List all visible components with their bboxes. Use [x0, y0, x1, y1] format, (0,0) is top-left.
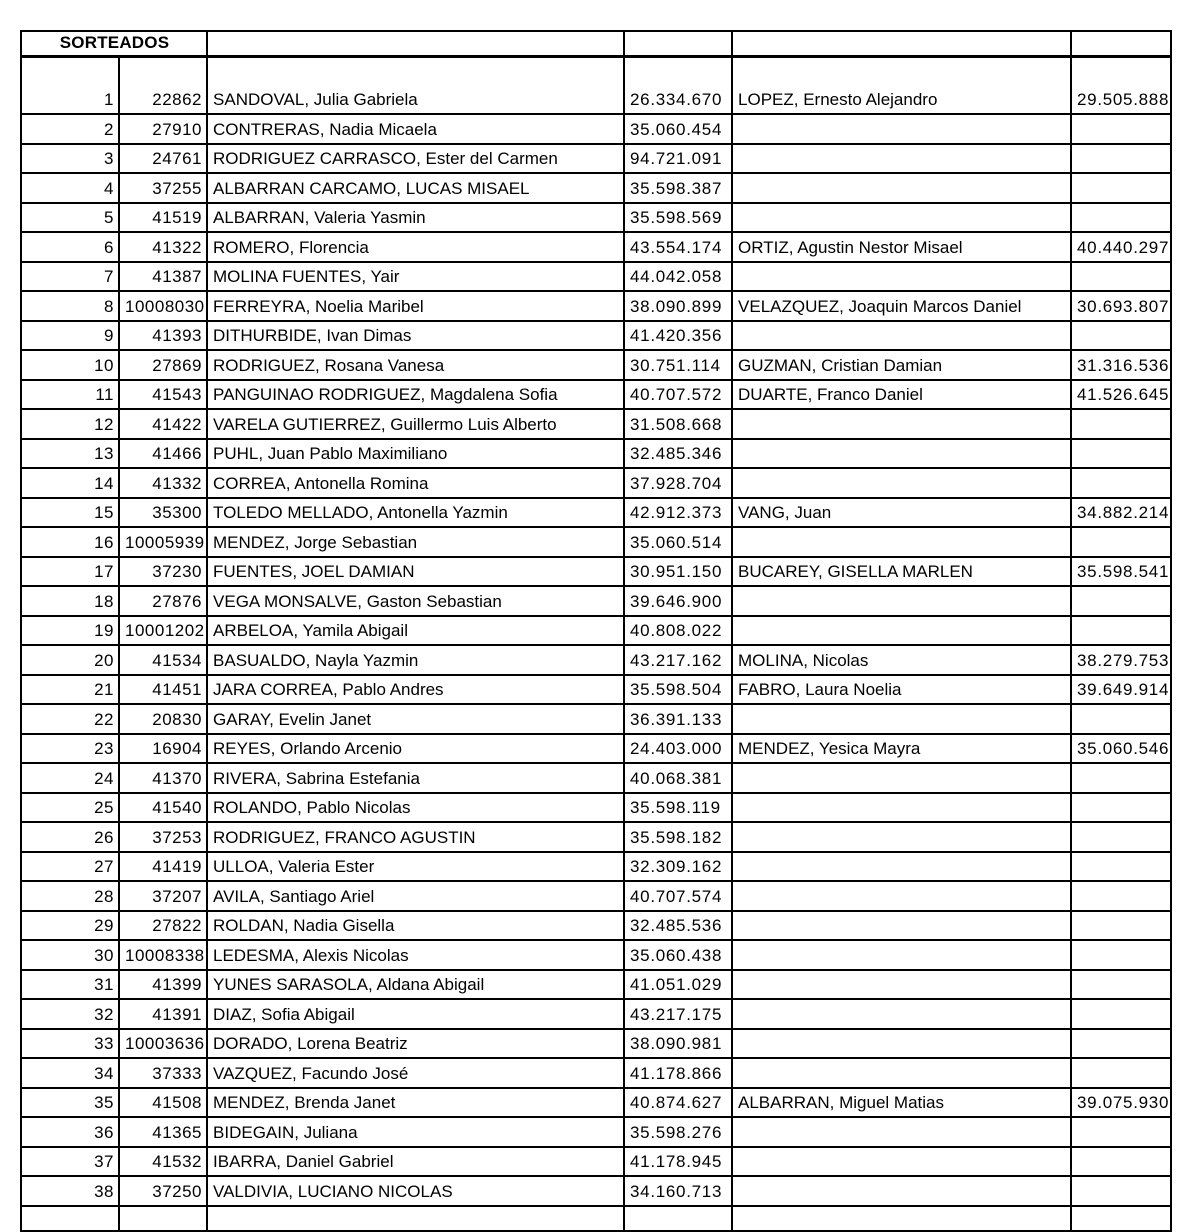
cell-winner-name: ROLANDO, Pablo Nicolas	[207, 793, 624, 823]
cell-second-name	[732, 1176, 1071, 1206]
cell-winner-name: DITHURBIDE, Ivan Dimas	[207, 321, 624, 351]
cell-winner-dni: 35.060.454	[624, 114, 732, 144]
cell-second-dni	[1071, 1176, 1171, 1206]
table-row	[21, 763, 1171, 793]
cell-row-number: 14	[21, 468, 119, 498]
table-row	[21, 57, 1171, 115]
cell-second-name: DUARTE, Franco Daniel	[732, 380, 1071, 410]
cell-second-dni	[1071, 1147, 1171, 1177]
cell-winner-dni: 35.598.569	[624, 203, 732, 233]
cell-credential-id: 41540	[119, 793, 207, 823]
cell-second-name	[732, 173, 1071, 203]
cell-winner-dni: 41.178.945	[624, 1147, 732, 1177]
cell-winner-dni: 30.751.114	[624, 350, 732, 380]
cell-winner-dni: 43.217.175	[624, 999, 732, 1029]
table-row	[21, 468, 1171, 498]
cell-row-number: 6	[21, 232, 119, 262]
table-row	[21, 144, 1171, 174]
table-row-cutoff	[21, 1206, 1171, 1231]
cell-row-number: 19	[21, 616, 119, 646]
cell-second-dni: 35.598.541	[1071, 557, 1171, 587]
cell-winner-dni: 40.707.574	[624, 881, 732, 911]
header-spacer-cell	[624, 31, 732, 57]
cell-second-name: ORTIZ, Agustin Nestor Misael	[732, 232, 1071, 262]
cell-row-number: 31	[21, 970, 119, 1000]
table-row	[21, 1058, 1171, 1088]
cell-winner-name: VAZQUEZ, Facundo José	[207, 1058, 624, 1088]
cell-winner-name: CONTRERAS, Nadia Micaela	[207, 114, 624, 144]
cell-second-dni: 30.693.807	[1071, 291, 1171, 321]
cell-second-dni	[1071, 1058, 1171, 1088]
cell-second-name	[732, 262, 1071, 292]
cell-second-name	[732, 911, 1071, 941]
cell-winner-name: ROLDAN, Nadia Gisella	[207, 911, 624, 941]
cell-row-number: 37	[21, 1147, 119, 1177]
cell-row-number: 4	[21, 173, 119, 203]
cell-credential-id: 41532	[119, 1147, 207, 1177]
cell-row-number: 10	[21, 350, 119, 380]
cell-second-dni	[1071, 203, 1171, 233]
cell-second-name	[732, 940, 1071, 970]
cell-winner-name: JARA CORREA, Pablo Andres	[207, 675, 624, 705]
table-row	[21, 380, 1171, 410]
table-row	[21, 527, 1171, 557]
cell-winner-name: LEDESMA, Alexis Nicolas	[207, 940, 624, 970]
cell-credential-id: 37207	[119, 881, 207, 911]
cell-credential-id: 41391	[119, 999, 207, 1029]
cell-second-name	[732, 616, 1071, 646]
cell-row-number: 30	[21, 940, 119, 970]
cell-winner-name: ALBARRAN, Valeria Yasmin	[207, 203, 624, 233]
cell-row-number: 26	[21, 822, 119, 852]
cell-credential-id: 41466	[119, 439, 207, 469]
table-row	[21, 498, 1171, 528]
cell-row-number: 29	[21, 911, 119, 941]
cell-credential-id: 22862	[119, 57, 207, 115]
cell-credential-id: 16904	[119, 734, 207, 764]
cell-winner-dni: 37.928.704	[624, 468, 732, 498]
cell-second-name	[732, 852, 1071, 882]
table-row	[21, 852, 1171, 882]
cell-second-name: GUZMAN, Cristian Damian	[732, 350, 1071, 380]
cell-second-dni	[1071, 468, 1171, 498]
sorteados-table	[20, 30, 1172, 1232]
cell-winner-name: ULLOA, Valeria Ester	[207, 852, 624, 882]
cell-winner-dni: 40.707.572	[624, 380, 732, 410]
table-row	[21, 173, 1171, 203]
table-row	[21, 999, 1171, 1029]
cell-credential-id: 41365	[119, 1117, 207, 1147]
cell-second-dni	[1071, 321, 1171, 351]
cell-winner-name: ALBARRAN CARCAMO, LUCAS MISAEL	[207, 173, 624, 203]
cell-row-number: 27	[21, 852, 119, 882]
cell-row-number: 5	[21, 203, 119, 233]
cell-second-name: MOLINA, Nicolas	[732, 645, 1071, 675]
cell-winner-dni: 35.598.276	[624, 1117, 732, 1147]
cell-winner-dni: 41.051.029	[624, 970, 732, 1000]
cell-second-name: FABRO, Laura Noelia	[732, 675, 1071, 705]
cell-second-name: VANG, Juan	[732, 498, 1071, 528]
cell-winner-dni: 26.334.670	[624, 57, 732, 115]
table-row	[21, 1088, 1171, 1118]
cell-second-dni	[1071, 439, 1171, 469]
cell-winner-dni: 94.721.091	[624, 144, 732, 174]
cell-second-dni	[1071, 970, 1171, 1000]
table-row	[21, 350, 1171, 380]
cell-credential-id: 41419	[119, 852, 207, 882]
cell-credential-id: 27876	[119, 586, 207, 616]
cell-second-name	[732, 1147, 1071, 1177]
cell-winner-name: ROMERO, Florencia	[207, 232, 624, 262]
cell-second-name	[732, 439, 1071, 469]
cell-winner-dni: 24.403.000	[624, 734, 732, 764]
cell-second-dni: 39.075.930	[1071, 1088, 1171, 1118]
cell-second-name	[732, 970, 1071, 1000]
table-header-row	[21, 31, 1171, 57]
table-row	[21, 822, 1171, 852]
cell-credential-id: 27910	[119, 114, 207, 144]
cell-second-name	[732, 527, 1071, 557]
cell-second-dni	[1071, 822, 1171, 852]
cell-second-dni: 38.279.753	[1071, 645, 1171, 675]
cell-second-dni	[1071, 114, 1171, 144]
cell-credential-id: 41451	[119, 675, 207, 705]
cell-second-dni	[1071, 793, 1171, 823]
cell-winner-name: TOLEDO MELLADO, Antonella Yazmin	[207, 498, 624, 528]
cell-winner-dni: 35.598.182	[624, 822, 732, 852]
cell-second-dni: 40.440.297	[1071, 232, 1171, 262]
cell-row-number: 17	[21, 557, 119, 587]
cell-row-number: 3	[21, 144, 119, 174]
cell-row-number: 7	[21, 262, 119, 292]
cell-winner-dni: 30.951.150	[624, 557, 732, 587]
table-row	[21, 203, 1171, 233]
cell-credential-id: 35300	[119, 498, 207, 528]
cell-winner-name: RODRIGUEZ, FRANCO AGUSTIN	[207, 822, 624, 852]
cell-second-dni: 29.505.888	[1071, 57, 1171, 115]
cell-second-name	[732, 144, 1071, 174]
header-spacer-cell	[732, 31, 1071, 57]
cell-winner-name: RIVERA, Sabrina Estefania	[207, 763, 624, 793]
cell-row-number: 13	[21, 439, 119, 469]
table-row	[21, 1117, 1171, 1147]
cell-winner-name: MENDEZ, Brenda Janet	[207, 1088, 624, 1118]
cell-winner-dni: 43.554.174	[624, 232, 732, 262]
cell-winner-name: DIAZ, Sofia Abigail	[207, 999, 624, 1029]
cell-credential-id: 41534	[119, 645, 207, 675]
cell-winner-name: PANGUINAO RODRIGUEZ, Magdalena Sofia	[207, 380, 624, 410]
cell-second-name	[732, 586, 1071, 616]
cell-row-number: 15	[21, 498, 119, 528]
cell-second-name	[732, 704, 1071, 734]
cell-winner-dni: 35.598.504	[624, 675, 732, 705]
header-spacer-cell	[1071, 31, 1171, 57]
cell-second-name: LOPEZ, Ernesto Alejandro	[732, 57, 1071, 115]
cell-winner-dni: 35.598.387	[624, 173, 732, 203]
cell-second-dni	[1071, 1117, 1171, 1147]
cell-second-dni	[1071, 763, 1171, 793]
cell-winner-name: SANDOVAL, Julia Gabriela	[207, 57, 624, 115]
cell-credential-id: 37255	[119, 173, 207, 203]
table-row	[21, 321, 1171, 351]
cell-row-number: 9	[21, 321, 119, 351]
cell-winner-name: FERREYRA, Noelia Maribel	[207, 291, 624, 321]
cell-second-dni	[1071, 881, 1171, 911]
header-spacer-cell	[207, 31, 624, 57]
cell-second-dni: 34.882.214	[1071, 498, 1171, 528]
cell-row-number: 33	[21, 1029, 119, 1059]
cell-winner-name: RODRIGUEZ CARRASCO, Ester del Carmen	[207, 144, 624, 174]
cell-row-number: 18	[21, 586, 119, 616]
cell-credential-id: 41393	[119, 321, 207, 351]
cell-second-name	[732, 409, 1071, 439]
cell-second-name	[732, 881, 1071, 911]
cell-credential-id: 24761	[119, 144, 207, 174]
table-row	[21, 793, 1171, 823]
cell-row-number: 35	[21, 1088, 119, 1118]
cell-winner-dni: 35.060.514	[624, 527, 732, 557]
cell-second-name: ALBARRAN, Miguel Matias	[732, 1088, 1071, 1118]
cell-winner-dni	[624, 1206, 732, 1231]
cell-second-dni: 39.649.914	[1071, 675, 1171, 705]
cell-row-number: 28	[21, 881, 119, 911]
cell-second-name: BUCAREY, GISELLA MARLEN	[732, 557, 1071, 587]
table-row	[21, 439, 1171, 469]
cell-row-number: 21	[21, 675, 119, 705]
cell-credential-id: 41399	[119, 970, 207, 1000]
cell-row-number: 1	[21, 57, 119, 115]
cell-winner-name: MOLINA FUENTES, Yair	[207, 262, 624, 292]
table-row	[21, 262, 1171, 292]
cell-second-name	[732, 1206, 1071, 1231]
cell-winner-name: MENDEZ, Jorge Sebastian	[207, 527, 624, 557]
cell-winner-name: IBARRA, Daniel Gabriel	[207, 1147, 624, 1177]
cell-winner-name: YUNES SARASOLA, Aldana Abigail	[207, 970, 624, 1000]
table-row	[21, 704, 1171, 734]
cell-winner-dni: 44.042.058	[624, 262, 732, 292]
table-row	[21, 1176, 1171, 1206]
table-body	[21, 31, 1171, 1231]
cell-credential-id: 37230	[119, 557, 207, 587]
cell-second-dni	[1071, 1206, 1171, 1231]
cell-winner-dni: 40.808.022	[624, 616, 732, 646]
cell-second-dni	[1071, 704, 1171, 734]
cell-winner-name: GARAY, Evelin Janet	[207, 704, 624, 734]
cell-credential-id: 41387	[119, 262, 207, 292]
cell-second-dni	[1071, 1029, 1171, 1059]
cell-winner-name: RODRIGUEZ, Rosana Vanesa	[207, 350, 624, 380]
cell-credential-id: 37250	[119, 1176, 207, 1206]
cell-winner-name: AVILA, Santiago Ariel	[207, 881, 624, 911]
cell-winner-dni: 42.912.373	[624, 498, 732, 528]
cell-credential-id	[119, 1206, 207, 1231]
cell-row-number: 2	[21, 114, 119, 144]
table-row	[21, 1147, 1171, 1177]
cell-winner-dni: 35.598.119	[624, 793, 732, 823]
cell-second-name	[732, 999, 1071, 1029]
table-row	[21, 970, 1171, 1000]
cell-second-dni	[1071, 852, 1171, 882]
cell-winner-name: PUHL, Juan Pablo Maximiliano	[207, 439, 624, 469]
cell-row-number	[21, 1206, 119, 1231]
cell-winner-dni: 32.309.162	[624, 852, 732, 882]
cell-second-dni	[1071, 409, 1171, 439]
cell-credential-id: 27869	[119, 350, 207, 380]
table-row	[21, 645, 1171, 675]
cell-row-number: 24	[21, 763, 119, 793]
cell-row-number: 16	[21, 527, 119, 557]
cell-credential-id: 10008030	[119, 291, 207, 321]
cell-winner-dni: 41.178.866	[624, 1058, 732, 1088]
table-title: SORTEADOS	[21, 31, 207, 57]
cell-second-dni	[1071, 940, 1171, 970]
cell-second-name	[732, 468, 1071, 498]
cell-winner-dni: 40.874.627	[624, 1088, 732, 1118]
table-row	[21, 911, 1171, 941]
cell-credential-id: 10003636	[119, 1029, 207, 1059]
cell-second-dni	[1071, 527, 1171, 557]
cell-winner-name: BIDEGAIN, Juliana	[207, 1117, 624, 1147]
cell-credential-id: 41332	[119, 468, 207, 498]
cell-winner-name: CORREA, Antonella Romina	[207, 468, 624, 498]
cell-row-number: 20	[21, 645, 119, 675]
cell-winner-dni: 39.646.900	[624, 586, 732, 616]
cell-second-dni	[1071, 144, 1171, 174]
table-row	[21, 734, 1171, 764]
cell-credential-id: 41322	[119, 232, 207, 262]
table-row	[21, 940, 1171, 970]
spreadsheet-sheet	[20, 30, 1172, 1232]
cell-second-dni: 41.526.645	[1071, 380, 1171, 410]
cell-winner-dni: 35.060.438	[624, 940, 732, 970]
cell-second-name	[732, 763, 1071, 793]
cell-second-dni	[1071, 586, 1171, 616]
cell-second-name	[732, 1029, 1071, 1059]
cell-winner-name: BASUALDO, Nayla Yazmin	[207, 645, 624, 675]
cell-row-number: 25	[21, 793, 119, 823]
table-row	[21, 1029, 1171, 1059]
cell-second-dni: 31.316.536	[1071, 350, 1171, 380]
cell-row-number: 11	[21, 380, 119, 410]
cell-winner-name: DORADO, Lorena Beatriz	[207, 1029, 624, 1059]
cell-second-dni	[1071, 262, 1171, 292]
cell-second-name	[732, 793, 1071, 823]
cell-credential-id: 10001202	[119, 616, 207, 646]
cell-credential-id: 10008338	[119, 940, 207, 970]
table-row	[21, 616, 1171, 646]
cell-second-name	[732, 822, 1071, 852]
cell-credential-id: 10005939	[119, 527, 207, 557]
cell-row-number: 23	[21, 734, 119, 764]
table-row	[21, 291, 1171, 321]
cell-credential-id: 27822	[119, 911, 207, 941]
cell-row-number: 12	[21, 409, 119, 439]
cell-row-number: 8	[21, 291, 119, 321]
cell-credential-id: 41543	[119, 380, 207, 410]
cell-credential-id: 37333	[119, 1058, 207, 1088]
cell-winner-name: VEGA MONSALVE, Gaston Sebastian	[207, 586, 624, 616]
table-row	[21, 232, 1171, 262]
cell-row-number: 32	[21, 999, 119, 1029]
cell-second-name: MENDEZ, Yesica Mayra	[732, 734, 1071, 764]
cell-credential-id: 37253	[119, 822, 207, 852]
cell-second-name	[732, 114, 1071, 144]
cell-second-dni	[1071, 999, 1171, 1029]
table-row	[21, 557, 1171, 587]
table-row	[21, 114, 1171, 144]
cell-winner-dni: 32.485.346	[624, 439, 732, 469]
table-row	[21, 409, 1171, 439]
cell-second-dni	[1071, 911, 1171, 941]
cell-credential-id: 41508	[119, 1088, 207, 1118]
cell-winner-dni: 32.485.536	[624, 911, 732, 941]
cell-second-name	[732, 1117, 1071, 1147]
cell-second-name: VELAZQUEZ, Joaquin Marcos Daniel	[732, 291, 1071, 321]
cell-winner-name: ARBELOA, Yamila Abigail	[207, 616, 624, 646]
cell-winner-dni: 34.160.713	[624, 1176, 732, 1206]
cell-winner-dni: 38.090.981	[624, 1029, 732, 1059]
cell-credential-id: 20830	[119, 704, 207, 734]
cell-winner-dni: 38.090.899	[624, 291, 732, 321]
cell-row-number: 36	[21, 1117, 119, 1147]
table-row	[21, 881, 1171, 911]
cell-credential-id: 41422	[119, 409, 207, 439]
cell-winner-dni: 36.391.133	[624, 704, 732, 734]
cell-winner-name: FUENTES, JOEL DAMIAN	[207, 557, 624, 587]
cell-second-name	[732, 203, 1071, 233]
cell-winner-dni: 41.420.356	[624, 321, 732, 351]
cell-winner-name: REYES, Orlando Arcenio	[207, 734, 624, 764]
cell-winner-name: VARELA GUTIERREZ, Guillermo Luis Alberto	[207, 409, 624, 439]
cell-row-number: 34	[21, 1058, 119, 1088]
cell-second-name	[732, 1058, 1071, 1088]
cell-second-name	[732, 321, 1071, 351]
cell-winner-dni: 31.508.668	[624, 409, 732, 439]
cell-winner-dni: 43.217.162	[624, 645, 732, 675]
cell-row-number: 22	[21, 704, 119, 734]
table-row	[21, 675, 1171, 705]
cell-credential-id: 41370	[119, 763, 207, 793]
cell-second-dni	[1071, 173, 1171, 203]
cell-winner-name: VALDIVIA, LUCIANO NICOLAS	[207, 1176, 624, 1206]
cell-winner-dni: 40.068.381	[624, 763, 732, 793]
cell-winner-name	[207, 1206, 624, 1231]
cell-second-dni: 35.060.546	[1071, 734, 1171, 764]
cell-row-number: 38	[21, 1176, 119, 1206]
table-row	[21, 586, 1171, 616]
cell-credential-id: 41519	[119, 203, 207, 233]
cell-second-dni	[1071, 616, 1171, 646]
